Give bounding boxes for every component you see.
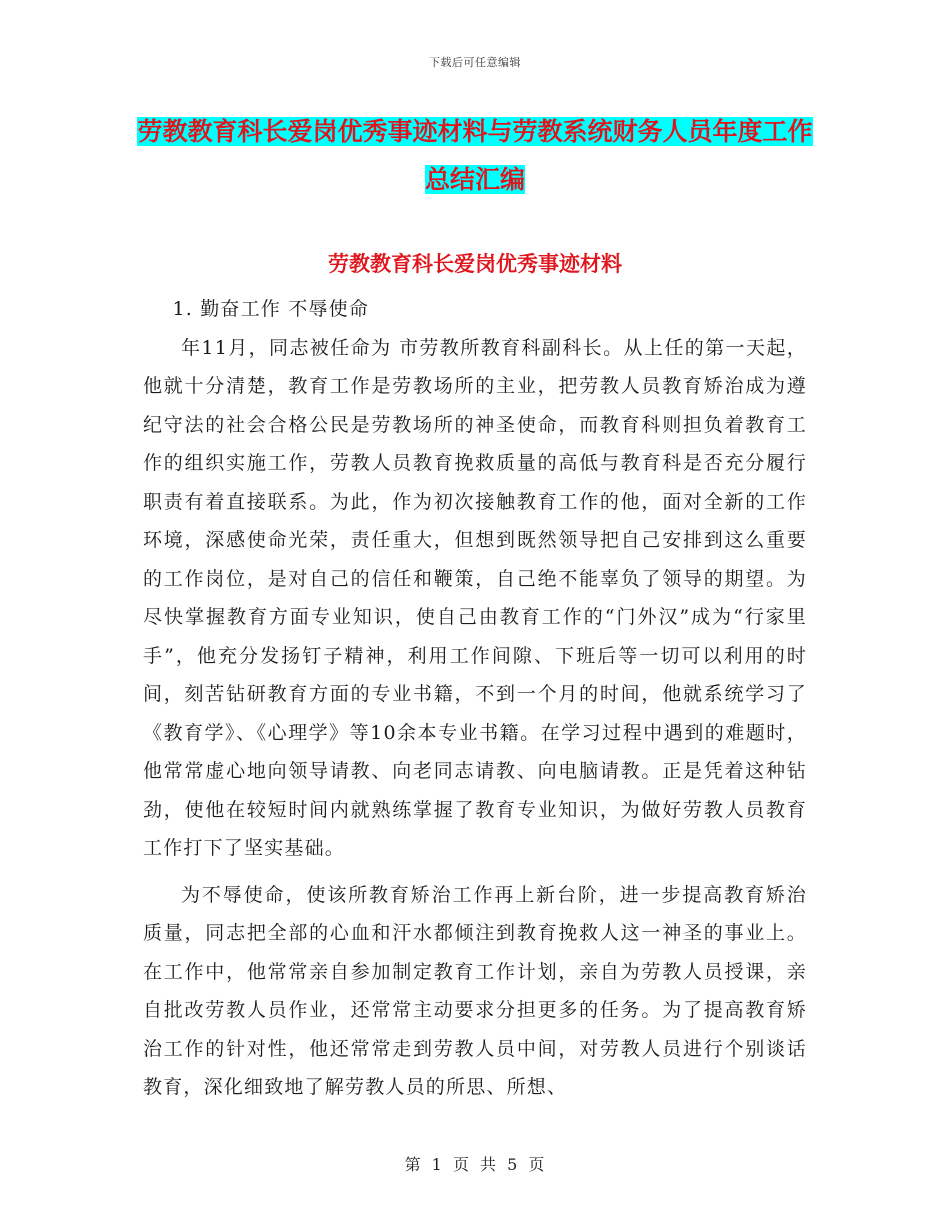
section-title: 劳教教育科长爱岗优秀事迹材料 [328,252,622,276]
subheading: 1. 勤奋工作 不辱使命 [172,298,370,320]
document-title-text: 劳教教育科长爱岗优秀事迹材料与劳教系统财务人员年度工作总结汇编 [137,117,813,194]
document-title [130,108,820,204]
header-note: 下载后可任意编辑 [429,56,521,69]
paragraph-2: 为不辱使命，使该所教育矫治工作再上新台阶，进一步提高教育矫治质量，同志把全部的心血和汗水都倾注到教育挽救人这一神圣的事业上。在工作中，他常常亲自参加制定教育工作计划，亲自为劳教人员授课，亲自批改劳教人员作业，还常常主动要求分担更多的任务。为了提高教育矫治工作的针对性，他还常常走到劳教人员中间，对劳教人员进行个别谈话教育，深化细致地了解劳教人员的所思、所想、 [143,883,807,1098]
page-footer: 第 1 页 共 5 页 [404,1155,546,1174]
body-text [143,290,807,1107]
paragraph-1: 年11月，同志被任命为 市劳教所教育科副科长。从上任的第一天起，他就十分清楚，教育工作是劳教场所的主业，把劳教人员教育矫治成为遵纪守法的社会合格公民是劳教场所的神圣使命，而教育科则担负着教育工作的组织实施工作，劳教人员教育挽救质量的高低与教育科是否充分履行职责有着直接联系。为此，作为初次接触教育工作的他，面对全新的工作环境，深感使命光荣，责任重大，但想到既然领导把自己安排到这么重要的工作岗位，是对自己的信任和鞭策，自己绝不能辜负了领导的期望。为尽快掌握教育方面专业知识，使自己由教育工作的“门外汉”成为“行家里手”，他充分发扬钉子精神，利用工作间隙、下班后等一切可以利用的时间，刻苦钻研教育方面的专业书籍，不到一个月的时间，他就系统学习了《教育学》、《心理学》等10余本专业书籍。在学习过程中遇到的难题时，他常常虚心地向领导请教、向老同志请教、向电脑请教。正是凭着这种钻劲，使他在较短时间内就熟练掌握了教育专业知识，为做好劳教人员教育工作打下了坚实基础。 [143,336,807,859]
